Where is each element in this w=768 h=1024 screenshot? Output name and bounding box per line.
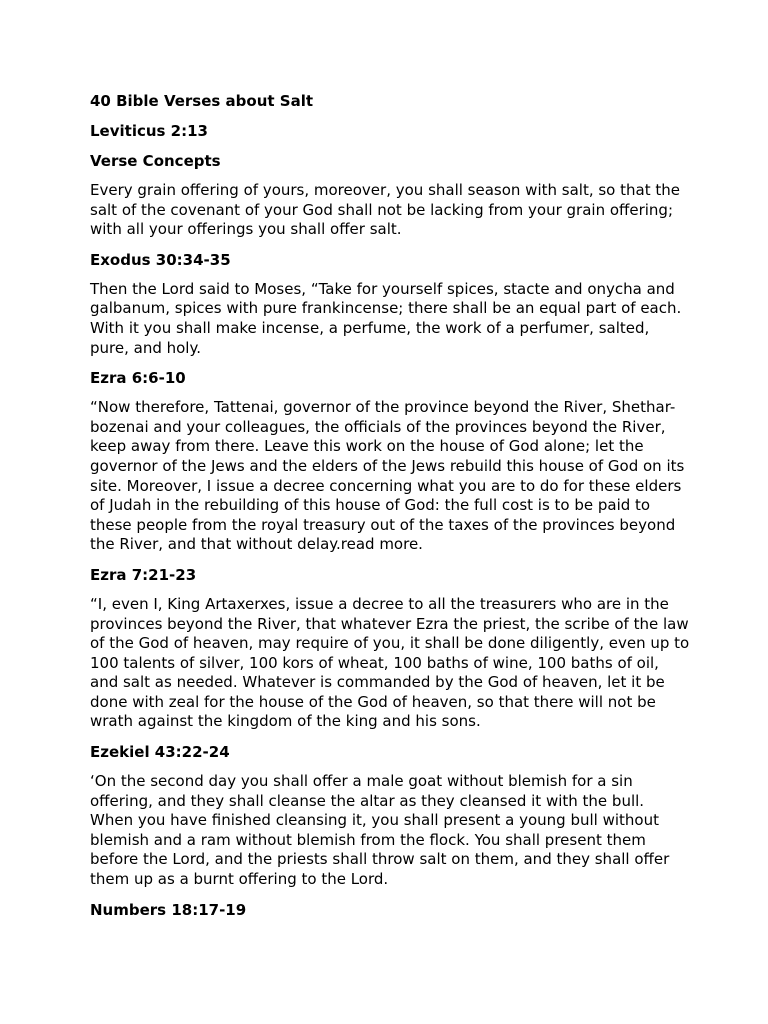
document-title: 40 Bible Verses about Salt xyxy=(90,92,314,110)
verse-concepts-heading: Verse Concepts xyxy=(90,152,221,170)
verse-reference: Exodus 30:34-35 xyxy=(90,250,231,269)
verse-text: ‘On the second day you shall offer a male goat without blemish for a sin offering, and they shall cleanse the altar as they cleansed it with the bull. When you have finished cleansing it, you shall present a young bull without blemish and a ram without blemish from the flock. You shall present them before the Lord, and the priests shall throw salt on them, and they shall offer them up as a burnt offering to the Lord. xyxy=(90,772,670,889)
verse-text: Then the Lord said to Moses, “Take for yourself spices, stacte and onycha and galbanum, spices with pure frankincense; there shall be an equal part of each. With it you shall make incense, a perfume, the work of a perfumer, salted, pure, and holy. xyxy=(90,279,682,357)
verse-text: “Now therefore, Tattenai, governor of the province beyond the River, Shethar-bozenai and your colleagues, the officials of the provinces beyond the River, keep away from there. Leave this work on the house of God alone; let the governor of the Jews and the elders of the Jews rebuild this house of God on its site. Moreover, I issue a decree concerning what you are to do for these elders of Judah in the rebuilding of this house of God: the full cost is to be paid to these people from the royal treasury out of the taxes of the provinces beyond the River, and that without delay.read more. xyxy=(90,398,685,554)
document-page xyxy=(90,91,690,930)
verse-reference: Ezekiel 43:22-24 xyxy=(90,743,230,762)
verse-text: “I, even I, King Artaxerxes, issue a decree to all the treasurers who are in the provinces beyond the River, that whatever Ezra the priest, the scribe of the law of the God of heaven, may require of you, it shall be done diligently, even up to 100 talents of silver, 100 kors of wheat, 100 baths of wine, 100 baths of oil, and salt as needed. Whatever is commanded by the God of heaven, let it be done with zeal for the house of the God of heaven, so that there will not be wrath against the kingdom of the king and his sons. xyxy=(90,594,690,731)
verse-reference: Ezra 6:6-10 xyxy=(90,369,186,388)
verse-text: Every grain offering of yours, moreover, you shall season with salt, so that the salt of the covenant of your God shall not be lacking from your grain offering; with all your offerings you shall offer salt. xyxy=(90,181,680,239)
verse-reference: Leviticus 2:13 xyxy=(90,122,208,140)
verse-reference: Numbers 18:17-19 xyxy=(90,900,247,919)
verse-reference: Ezra 7:21-23 xyxy=(90,565,197,584)
